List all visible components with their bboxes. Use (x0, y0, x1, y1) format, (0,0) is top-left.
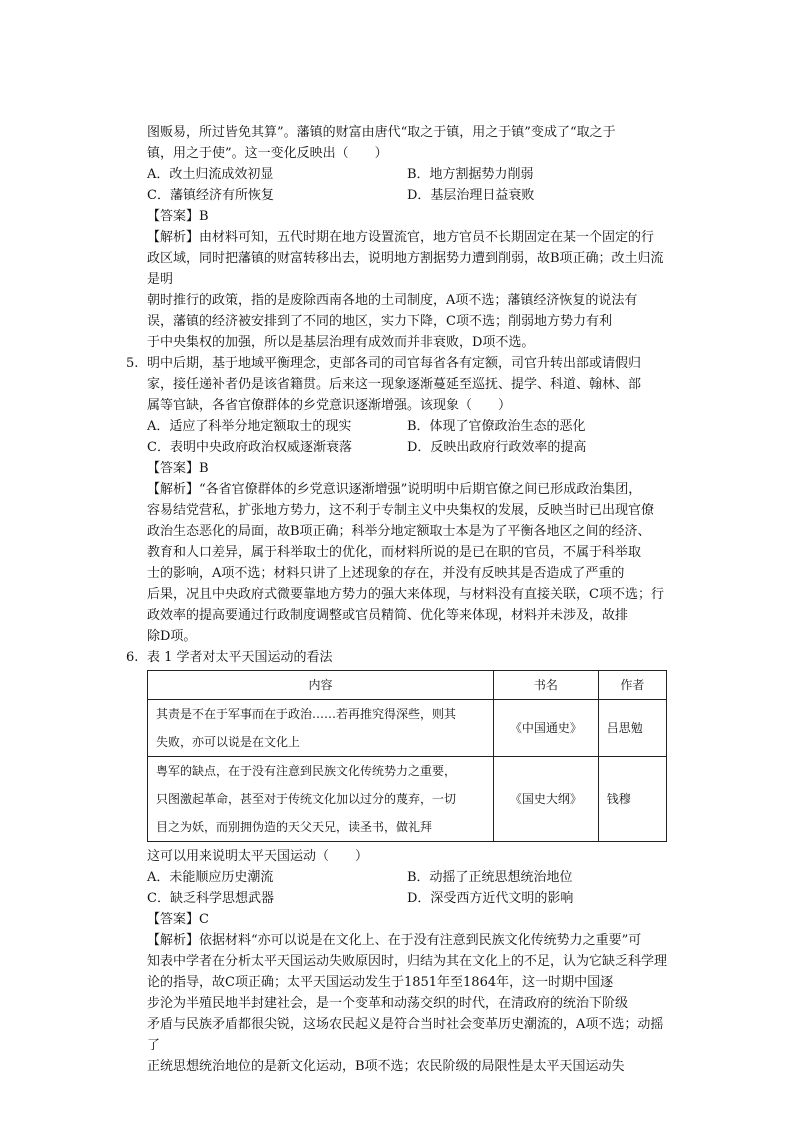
table-cell-line: 只图激起革命，甚至对于传统文化加以过分的蔑弃，一切 (156, 792, 457, 806)
q6-table-caption: 表 1 学者对太平天国运动的看法 (147, 650, 333, 665)
table-cell-content (148, 700, 494, 757)
q5-option-d: D．反映出政府行政效率的提高 (407, 440, 587, 455)
q4-options-row-2 (147, 185, 667, 206)
q5-analysis-line-6: 后果，况且中央政府式微要靠地方势力的强大来体现，与材料没有直接关联，C项不选；行 (147, 587, 664, 602)
table-header-content: 内容 (148, 671, 494, 700)
q5-answer: 【答案】B (147, 461, 209, 476)
q6-options-row-2 (147, 888, 667, 909)
table-header-book: 书名 (494, 671, 599, 700)
q6-number: 6. (126, 650, 139, 665)
table-header-author: 作者 (598, 671, 666, 700)
q4-option-c: C．藩镇经济有所恢复 (147, 188, 274, 203)
q5-analysis-line-1: 【解析】“各省官僚群体的乡党意识逐渐增强”说明明中后期官僚之间已形成政治集团， (147, 482, 642, 497)
table-cell-line: 目之为妖，而别拥伪造的天父天兄，读圣书，做礼拜 (156, 820, 433, 834)
table-cell-book: 《中国通史》 (494, 700, 599, 757)
table-cell-line: 粤军的缺点，在于没有注意到民族文化传统势力之重要， (156, 764, 457, 778)
question-4 (147, 122, 667, 353)
q5-analysis-line-5: 士的影响，A项不选；材料只讲了上述现象的存在，并没有反映其是否造成了严重的 (147, 566, 625, 581)
q5-stem-line-1: 明中后期，基于地域平衡理念，吏部各司的司官每省各有定额，司官升转出部或请假归 (147, 356, 642, 371)
q6-stem: 这可以用来说明太平天国运动（ ） (147, 849, 369, 864)
table-header-row (148, 671, 667, 700)
q5-analysis-line-2: 容易结党营私，扩张地方势力，这不利于专制主义中央集权的发展，反映当时已出现官僚 (147, 503, 655, 518)
q4-analysis-line-2: 政区域，同时把藩镇的财富转移出去，说明地方割据势力遭到削弱，故B项正确；改土归流是明 (147, 251, 664, 287)
table-cell-author: 吕思勉 (598, 700, 666, 757)
q6-analysis-line-5: 矛盾与民族矛盾都很尖锐，这场农民起义是符合当时社会变革历史潮流的，A项不选；动摇了 (147, 1017, 664, 1053)
q6-analysis-line-3: 论的指导，故C项正确；太平天国运动发生于1851年至1864年，这一时期中国逐 (147, 975, 614, 990)
q5-analysis-line-4: 教育和人口差异，属于科举取士的优化，而材料所说的是已在职的官员，不属于科举取 (147, 545, 642, 560)
q5-stem-line-3: 属等官缺，各省官僚群体的乡党意识逐渐增强。该现象（ ） (147, 398, 512, 413)
table-row (148, 757, 667, 842)
table-cell-content (148, 757, 494, 842)
q6-analysis-line-2: 知表中学者在分析太平天国运动失败原因时，归结为其在文化上的不足，认为它缺乏科学理 (147, 954, 668, 969)
q4-analysis-line-1: 【解析】由材料可知，五代时期在地方设置流官，地方官员不长期固定在某一个固定的行 (147, 230, 655, 245)
table-cell-author: 钱穆 (598, 757, 666, 842)
q6-analysis-line-6: 正统思想统治地位的是新文化运动，B项不选；农民阶级的局限性是太平天国运动失 (147, 1059, 625, 1074)
q5-analysis-line-3: 政治生态恶化的局面，故B项正确；科举分地定额取士本是为了平衡各地区之间的经济、 (147, 524, 651, 539)
q6-options-row-1 (147, 867, 667, 888)
q6-option-b: B．动摇了正统思想统治地位 (407, 870, 573, 885)
table-cell-book: 《国史大纲》 (494, 757, 599, 842)
q5-options-row-2 (147, 437, 667, 458)
q4-analysis-line-3: 朝时推行的政策，指的是废除西南各地的土司制度，A项不选；藩镇经济恢复的说法有 (147, 293, 638, 308)
q4-stem-line-2: 镇，用之于使”。这一变化反映出（ ） (147, 146, 388, 161)
q5-analysis-line-7: 政效率的提高要通过行政制度调整或官员精简、优化等来体现，材料并未涉及，故排 (147, 608, 629, 623)
q4-option-b: B．地方割据势力削弱 (407, 167, 534, 182)
table-row (148, 700, 667, 757)
q5-analysis-line-8: 除D项。 (147, 629, 197, 644)
q4-stem-line-1: 图贩易，所过皆免其算”。藩镇的财富由唐代“取之于镇，用之于镇”变成了“取之于 (147, 125, 616, 140)
q4-option-d: D．基层治理日益衰败 (407, 188, 535, 203)
q5-options-row-1 (147, 416, 667, 437)
table-cell-line: 失败，亦可以说是在文化上 (156, 735, 301, 749)
q5-option-a: A．适应了科举分地定额取士的现实 (147, 419, 352, 434)
question-6 (126, 647, 668, 1077)
q6-option-d: D．深受西方近代文明的影响 (407, 891, 574, 906)
q5-option-b: B．体现了官僚政治生态的恶化 (407, 419, 586, 434)
scholar-views-table (147, 670, 667, 842)
q4-analysis-line-4: 误，藩镇的经济被安排到了不同的地区，实力下降，C项不选；削弱地方势力有利 (147, 314, 612, 329)
q6-answer: 【答案】C (147, 912, 209, 927)
q5-option-c: C．表明中央政府政治权威逐渐衰落 (147, 440, 352, 455)
q6-analysis-line-4: 步沦为半殖民地半封建社会，是一个变革和动荡交织的时代，在清政府的统治下阶级 (147, 996, 629, 1011)
q6-option-a: A．未能顺应历史潮流 (147, 870, 274, 885)
q5-stem-line-2: 家，接任递补者仍是该省籍贯。后来这一现象逐渐蔓延至巡抚、提学、科道、翰林、部 (147, 377, 642, 392)
q4-options-row-1 (147, 164, 667, 185)
q6-analysis-line-1: 【解析】依据材料“亦可以说是在文化上、在于没有注意到民族文化传统势力之重要”可 (147, 933, 642, 948)
page-content (126, 122, 668, 1077)
q6-option-c: C．缺乏科学思想武器 (147, 891, 274, 906)
q5-number: 5. (126, 356, 139, 371)
q4-analysis-line-5: 于中央集权的加强，所以是基层治理有成效而并非衰败，D项不选。 (147, 335, 535, 350)
table-cell-line: 其责是不在于军事而在于政治……若再推究得深些，则其 (156, 707, 457, 721)
q4-option-a: A．改土归流成效初显 (147, 167, 274, 182)
question-5 (126, 353, 667, 647)
q4-answer: 【答案】B (147, 209, 209, 224)
